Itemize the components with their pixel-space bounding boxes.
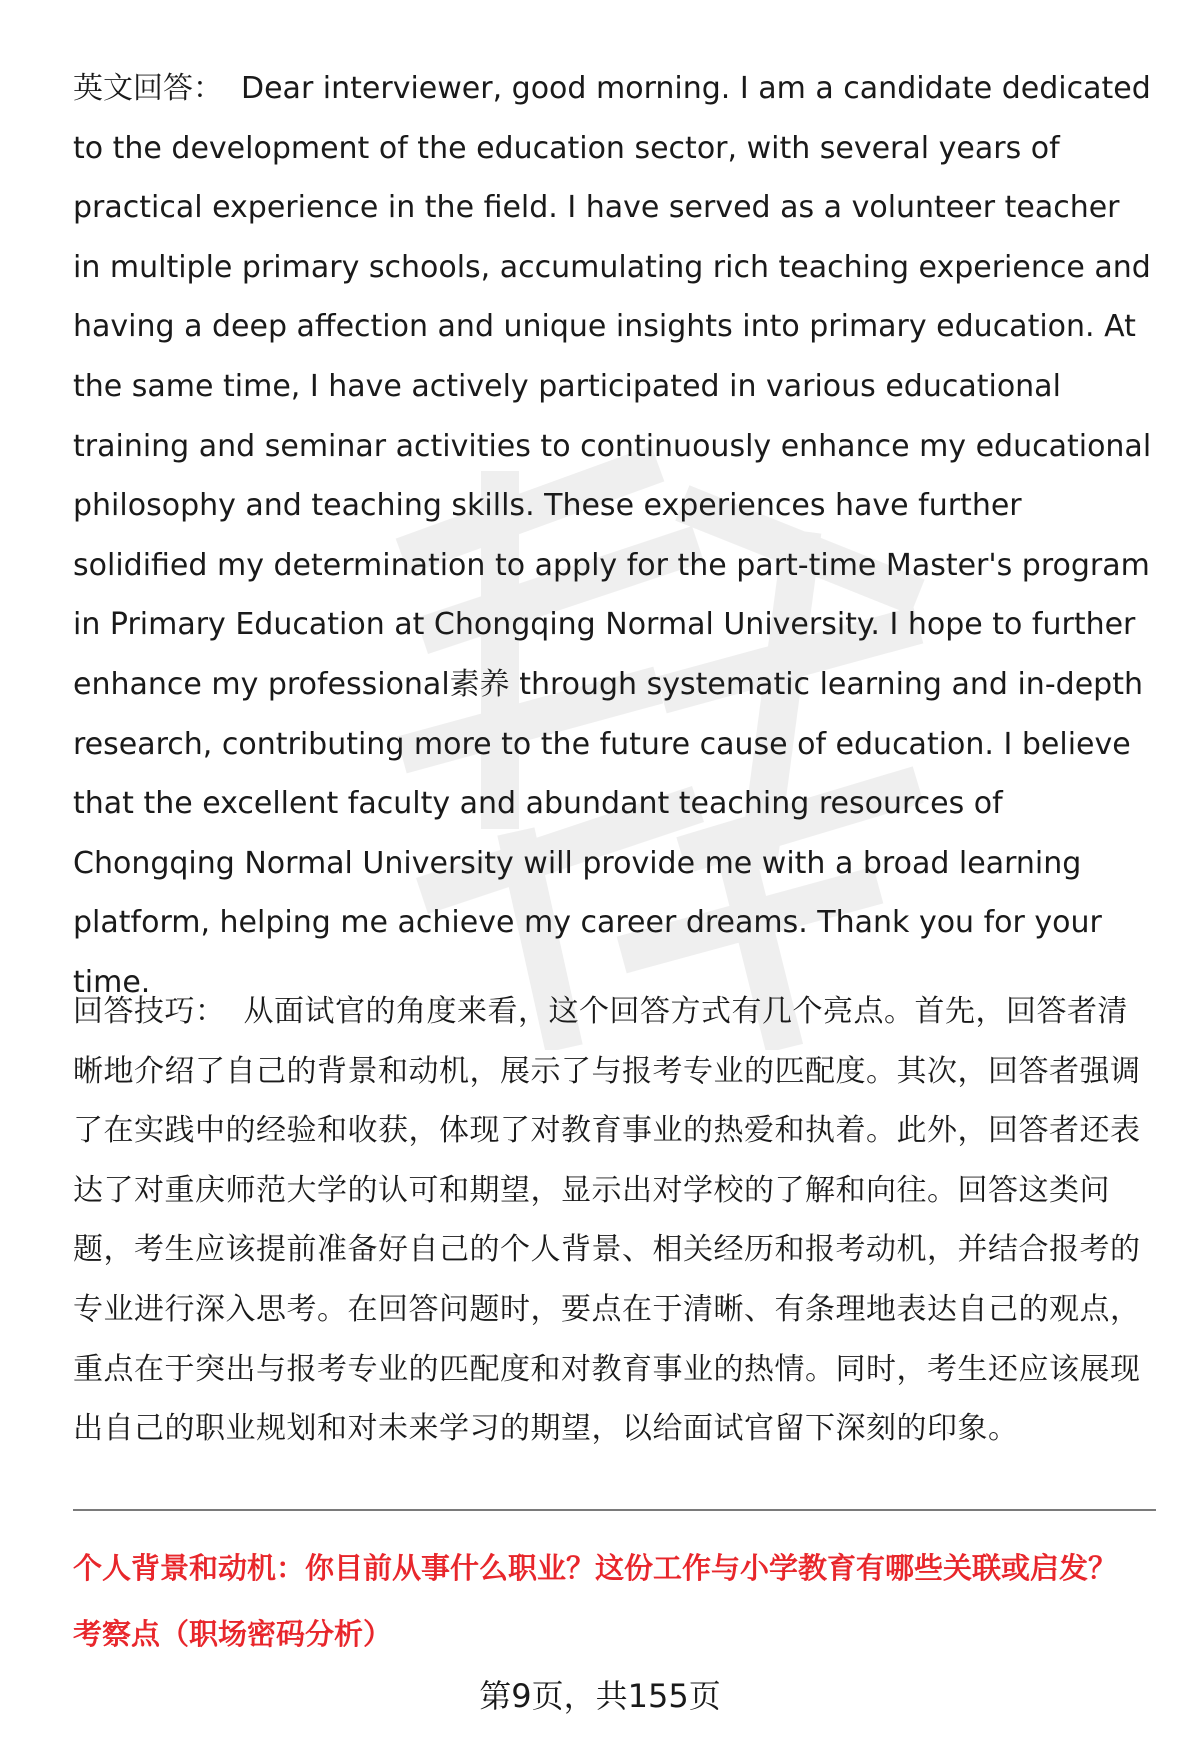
english-answer-paragraph	[73, 59, 1153, 1013]
answer-tips-label: 回答技巧：	[73, 994, 226, 1029]
page-indicator: 第9页，共155页	[479, 1677, 721, 1715]
answer-tips-text: 从面试官的角度来看，这个回答方式有几个亮点。首先，回答者清晰地介绍了自己的背景和动机，展示了与报考专业的匹配度。其次，回答者强调了在实践中的经验和收获，体现了对教育事业的热爱和执着。此外，回答者还表达了对重庆师范大学的认可和期望，显示出对学校的了解和向往。回答这类问题，考生应该提前准备好自己的个人背景、相关经历和报考动机，并结合报考的专业进行深入思考。在回答问题时，要点在于清晰、有条理地表达自己的观点，重点在于突出与报考专业的匹配度和对教育事业的热情。同时，考生还应该展现出自己的职业规划和对未来学习的期望，以给面试官留下深刻的印象。	[73, 994, 1141, 1447]
english-answer-label: 英文回答：	[73, 71, 223, 106]
answer-tips-paragraph	[73, 982, 1153, 1459]
english-answer-text: Dear interviewer, good morning. I am a candidate dedicated to the development of the education sector, with several years of practical experience in the field. I have served as a volunteer teacher in multiple primary schools, accumulating rich teaching experience and having a deep affection and unique insights into primary education. At the same time, I have actively participated in various educational training and seminar activities to continuously enhance my educational philosophy and teaching skills. These experiences have further solidified my determination to apply for the part-time Master's program in Primary Education at Chongqing Normal University. I hope to further enhance my professional素养 through systematic learning and in-depth research, contributing more to the future cause of education. I believe that the excellent faculty and abundant teaching resources of Chongqing Normal University will provide me with a broad learning platform, helping me achieve my career dreams. Thank you for your time.	[73, 71, 1152, 1000]
question-focus-label: 考察点（职场密码分析）	[73, 1617, 393, 1651]
question-title: 个人背景和动机：你目前从事什么职业？这份工作与小学教育有哪些关联或启发？	[73, 1551, 1118, 1585]
next-question-heading	[73, 1535, 1156, 1667]
section-divider	[73, 1509, 1156, 1511]
